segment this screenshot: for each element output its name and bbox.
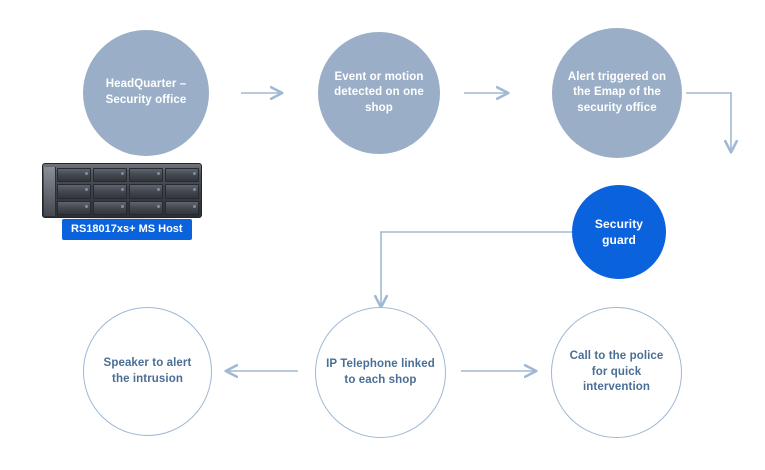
drive-bay: [165, 168, 199, 182]
drive-bay: [165, 184, 199, 198]
node-event[interactable]: [318, 32, 440, 154]
drive-bay: [165, 201, 199, 215]
node-police[interactable]: [551, 307, 682, 438]
drive-bay: [93, 201, 127, 215]
server-caption-badge: RS18017xs+ MS Host: [62, 219, 192, 240]
drive-bay: [93, 184, 127, 198]
node-ip-telephone-label: IP Telephone linked to each shop: [326, 357, 435, 386]
node-speaker[interactable]: [83, 307, 212, 436]
node-ip-telephone[interactable]: [315, 307, 446, 438]
node-alert-label: Alert triggered on the Emap of the security office: [567, 70, 667, 114]
server-drive-bays: [57, 168, 199, 215]
drive-bay: [129, 184, 163, 198]
node-alert[interactable]: [552, 28, 682, 158]
node-security-guard-label: Security guard: [594, 216, 644, 247]
server-front-ear: [44, 167, 56, 216]
connector-alert-guard: [686, 93, 731, 152]
drive-bay: [93, 168, 127, 182]
node-headquarter-label: HeadQuarter – Security office: [105, 78, 187, 106]
rackmount-server-icon: [42, 163, 202, 218]
server-chassis: [42, 163, 202, 218]
node-event-label: Event or motion detected on one shop: [334, 70, 424, 114]
drive-bay: [57, 184, 91, 198]
drive-bay: [129, 201, 163, 215]
drive-bay: [57, 201, 91, 215]
drive-bay: [57, 168, 91, 182]
node-speaker-label: Speaker to alert the intrusion: [103, 356, 192, 385]
node-police-label: Call to the police for quick intervention: [569, 350, 664, 394]
node-headquarter[interactable]: [83, 30, 209, 156]
drive-bay: [129, 168, 163, 182]
node-security-guard[interactable]: [572, 185, 666, 279]
